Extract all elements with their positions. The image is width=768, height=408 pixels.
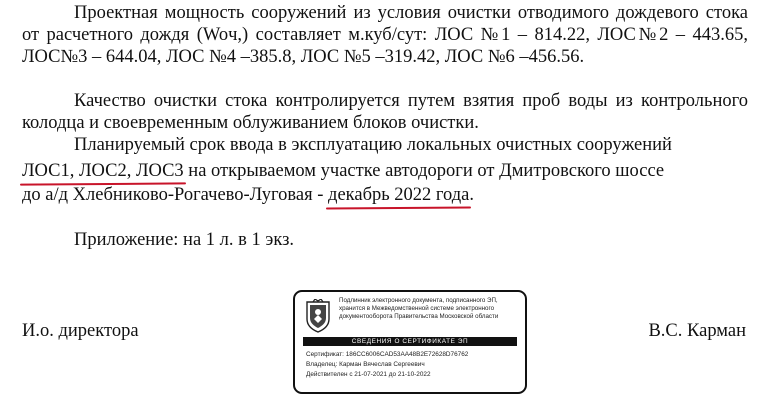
signatory-name: В.С. Карман (648, 321, 746, 341)
stamp-validity: Действителен с 21-07-2021 до 21-10-2022 (306, 371, 431, 378)
highlight-los-list: ЛОС1, ЛОС2, ЛОС3 (22, 161, 184, 181)
signatory-title: И.о. директора (22, 321, 139, 341)
electronic-signature-stamp (293, 290, 527, 394)
paragraph-schedule-line3 (22, 184, 474, 206)
stamp-certificate-bar: СВЕДЕНИЯ О СЕРТИФИКАТЕ ЭП (303, 337, 517, 346)
schedule-line2-text: на открываемом участке автодороги от Дмитровского шоссе (188, 161, 665, 181)
schedule-line3-prefix: до а/д Хлебниково-Рогачево-Луговая - (22, 185, 329, 205)
paragraph-capacity: Проектная мощность сооружений из условия очистки отводимого дождевого стока от расчетного дождя (Woч,) составляет м.куб/сут: ЛОС №1 – 814.22, ЛОС№2 – 443.65, ЛОС№3 – 644.04, ЛОС №4 –385.8, ЛОС №5 –319.42, ЛОС №6 –456.56. (22, 3, 748, 67)
stamp-owner: Владелец: Карман Вячеслав Сергеевич (306, 361, 425, 368)
attachment-note: Приложение: на 1 л. в 1 экз. (74, 230, 295, 250)
stamp-certificate-id: Сертификат: 186CC6006CAD53AA48B2E72628D76762 (306, 351, 469, 358)
highlight-deadline: декабрь 2022 года (328, 185, 470, 205)
stamp-header-text: Подлинник электронного документа, подписанного ЭП, хранится в Межведомственной системе электронного документооборота Правительства Московской области (339, 297, 499, 321)
paragraph-schedule-line1: Планируемый срок ввода в эксплуатацию локальных очистных сооружений (74, 135, 672, 155)
paragraph-quality: Качество очистки стока контролируется путем взятия проб воды из контрольного колодца и своевременным облуживанием блоков очистки. (22, 91, 748, 133)
stamp-details (306, 350, 468, 380)
schedule-line3-suffix: . (469, 185, 475, 205)
paragraph-schedule-line2 (22, 160, 664, 182)
moscow-region-emblem-icon (304, 299, 332, 333)
